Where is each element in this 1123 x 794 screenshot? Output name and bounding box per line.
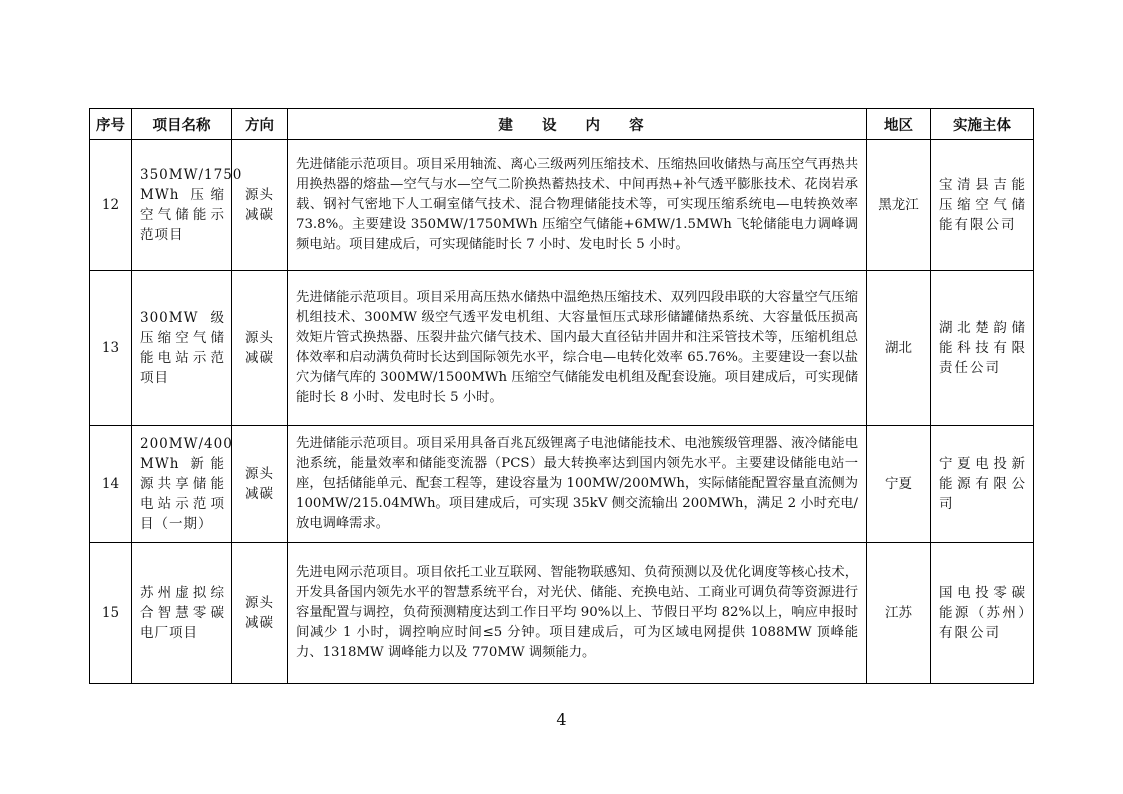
row-region: 湖北 [867, 271, 931, 426]
row-content: 先进储能示范项目。项目采用具备百兆瓦级锂离子电池储能技术、电池簇级管理器、液冷储能电池系统，能量效率和储能变流器（PCS）最大转换率达到国内领先水平。主要建设储能电站一座，包括储能单元、配套工程等，建设容量为 100MW/200MWh，实际储能配置容量直流侧为 100MW/215.04MWh。项目建成后，可实现 35kV 侧交流输出 200MWh，满足 2 小时充电/放电调峰需求。 [288, 426, 867, 543]
row-owner: 国电投零碳能源（苏州）有限公司 [931, 543, 1034, 684]
table-header-row [90, 109, 1034, 140]
header-content: 建 设 内 容 [288, 109, 867, 140]
table-row [90, 543, 1034, 684]
table-row [90, 140, 1034, 271]
row-region: 江苏 [867, 543, 931, 684]
header-owner: 实施主体 [931, 109, 1034, 140]
page-number: 4 [556, 710, 567, 729]
header-direction: 方向 [232, 109, 288, 140]
table-row [90, 271, 1034, 426]
row-direction: 源头减碳 [232, 543, 288, 684]
row-no: 15 [90, 543, 132, 684]
row-direction: 源头减碳 [232, 140, 288, 271]
row-content: 先进储能示范项目。项目采用高压热水储热中温绝热压缩技术、双列四段串联的大容量空气压缩机组技术、300MW 级空气透平发电机组、大容量恒压式球形储罐储热系统、大容量低压损高效矩片管式换热器、压裂井盐穴储气技术、国内最大直径钻井固井和注采管技术等，压缩机组总体效率和启动满负荷时长达到国际领先水平，综合电—电转化效率 65.76%。主要建设一套以盐穴为储气库的 300MW/1500MWh 压缩空气储能发电机组及配套设施。项目建成后，可实现储能时长 8 小时、发电时长 5 小时。 [288, 271, 867, 426]
row-project-name: 苏州虚拟综合智慧零碳电厂项目 [132, 543, 232, 684]
header-region: 地区 [867, 109, 931, 140]
project-table [89, 108, 1034, 684]
row-owner: 宁夏电投新能源有限公司 [931, 426, 1034, 543]
header-no: 序号 [90, 109, 132, 140]
row-project-name: 300MW 级压缩空气储能电站示范项目 [132, 271, 232, 426]
row-project-name: 200MW/400 MWh 新能源共享储能电站示范项目（一期） [132, 426, 232, 543]
row-owner: 宝清县吉能压缩空气储能有限公司 [931, 140, 1034, 271]
row-no: 12 [90, 140, 132, 271]
row-content: 先进储能示范项目。项目采用轴流、离心三级两列压缩技术、压缩热回收储热与高压空气再热共用换热器的熔盐—空气与水—空气二阶换热蓄热技术、中间再热+补气透平膨胀技术、花岗岩承载、钢衬气密地下人工硐室储气技术、混合物理储能技术等，可实现压缩系统电—电转换效率 73.8%。主要建设 350MW/1750MWh 压缩空气储能+6MW/1.5MWh 飞轮储能电力调峰调频电站。项目建成后，可实现储能时长 7 小时、发电时长 5 小时。 [288, 140, 867, 271]
row-region: 宁夏 [867, 426, 931, 543]
table-row [90, 426, 1034, 543]
row-region: 黑龙江 [867, 140, 931, 271]
row-content: 先进电网示范项目。项目依托工业互联网、智能物联感知、负荷预测以及优化调度等核心技术，开发具备国内领先水平的智慧系统平台，对光伏、储能、充换电站、工商业可调负荷等资源进行容量配置与调控，负荷预测精度达到工作日平均 90%以上、节假日平均 82%以上，响应申报时间减少 1 小时，调控响应时间≤5 分钟。项目建成后，可为区域电网提供 1088MW 顶峰能力、1318MW 调峰能力以及 770MW 调频能力。 [288, 543, 867, 684]
row-direction: 源头减碳 [232, 271, 288, 426]
row-no: 14 [90, 426, 132, 543]
row-no: 13 [90, 271, 132, 426]
row-direction: 源头减碳 [232, 426, 288, 543]
row-owner: 湖北楚韵储能科技有限责任公司 [931, 271, 1034, 426]
row-project-name: 350MW/1750 MWh 压缩空气储能示范项目 [132, 140, 232, 271]
header-project-name: 项目名称 [132, 109, 232, 140]
